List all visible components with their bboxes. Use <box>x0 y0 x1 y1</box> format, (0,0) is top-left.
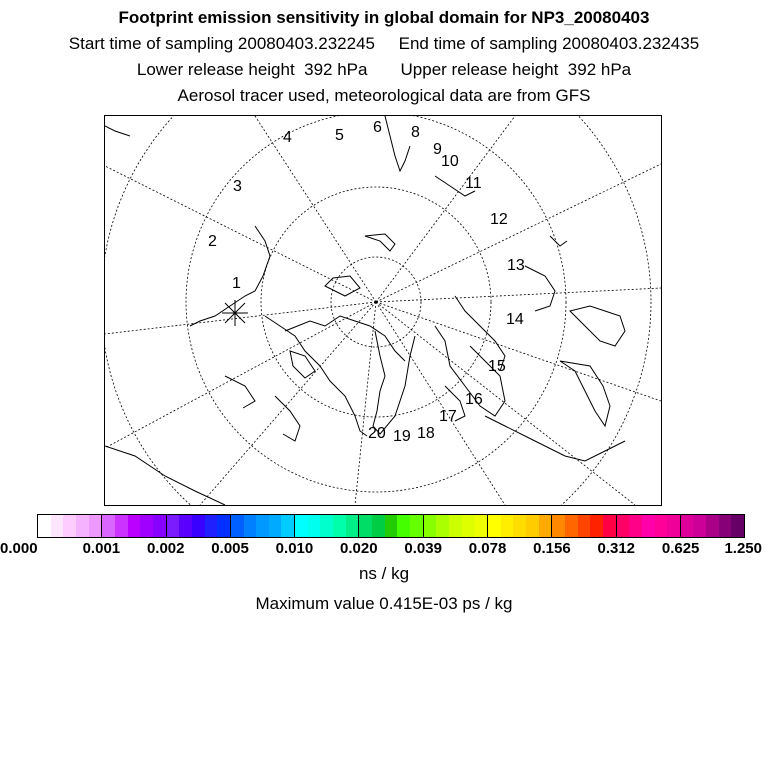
colorbar-cell <box>655 515 668 537</box>
colorbar-cell <box>153 515 167 537</box>
track-label: 13 <box>507 257 525 274</box>
track-label: 19 <box>393 428 411 445</box>
colorbar-cell <box>372 515 385 537</box>
colorbar-cell <box>526 515 539 537</box>
release-marker <box>222 300 248 326</box>
latitude-circles <box>105 116 651 505</box>
colorbar-tick-label: 0.078 <box>468 540 507 557</box>
colorbar-cell <box>539 515 553 537</box>
polar-map <box>104 115 662 506</box>
maximum-value-label: Maximum value 0.415E-03 ps / kg <box>255 594 513 613</box>
colorbar-cell <box>179 515 192 537</box>
track-label: 17 <box>439 408 457 425</box>
track-label: 16 <box>465 391 483 408</box>
colorbar-cell <box>346 515 360 537</box>
meridians <box>105 116 661 505</box>
colorbar-cell <box>617 515 630 537</box>
colorbar-cell <box>167 515 180 537</box>
track-label: 3 <box>233 178 242 195</box>
lat-circle-50 <box>105 116 651 505</box>
colorbar-tick-label: 0.312 <box>597 540 636 557</box>
colorbar-tick-label: 0.005 <box>211 540 249 557</box>
colorbar-cell <box>115 515 128 537</box>
colorbar-cell <box>217 515 231 537</box>
track-label: 14 <box>506 311 524 328</box>
colorbar-cell <box>63 515 76 537</box>
colorbar-cell <box>693 515 706 537</box>
colorbar <box>37 514 745 538</box>
tracer-info-line: Aerosol tracer used, meteorological data are from GFS <box>177 86 591 105</box>
colorbar-cell <box>436 515 449 537</box>
colorbar-tick-label: 0.625 <box>661 540 700 557</box>
colorbar-cell <box>205 515 218 537</box>
track-label: 5 <box>335 127 344 144</box>
colorbar-cell <box>629 515 642 537</box>
track-label: 8 <box>411 124 420 141</box>
colorbar-cell <box>359 515 372 537</box>
colorbar-cell <box>410 515 424 537</box>
colorbar-cell <box>320 515 333 537</box>
colorbar-cell <box>140 515 153 537</box>
track-label: 2 <box>208 233 217 250</box>
colorbar-cell <box>578 515 591 537</box>
track-label: 6 <box>373 119 382 136</box>
track-label: 9 <box>433 141 442 158</box>
colorbar-cell <box>76 515 89 537</box>
colorbar-cell <box>590 515 603 537</box>
colorbar-cell <box>38 515 51 537</box>
colorbar-cell <box>333 515 346 537</box>
colorbar-tick-label: 0.000 <box>0 540 38 557</box>
colorbar-cell <box>513 515 526 537</box>
colorbar-tick-label: 0.002 <box>146 540 185 557</box>
release-height-line: Lower release height 392 hPa Upper release height 392 hPa <box>136 60 632 79</box>
track-label: 1 <box>232 275 241 292</box>
colorbar-cell <box>501 515 514 537</box>
colorbar-cell <box>488 515 501 537</box>
colorbar-cell <box>397 515 410 537</box>
colorbar-cell <box>244 515 257 537</box>
colorbar-cell <box>642 515 655 537</box>
colorbar-cell <box>706 515 719 537</box>
colorbar-tick-label: 0.020 <box>340 540 378 557</box>
plot-title: Footprint emission sensitivity in global domain for NP3_20080403 <box>118 8 650 27</box>
colorbar-cell <box>231 515 244 537</box>
track-label: 4 <box>283 129 292 146</box>
colorbar-cell <box>102 515 115 537</box>
colorbar-cell <box>424 515 437 537</box>
track-label: 20 <box>368 425 386 442</box>
sampling-time-line: Start time of sampling 20080403.232245 End time of sampling 20080403.232435 <box>68 34 700 53</box>
track-label: 18 <box>417 425 435 442</box>
colorbar-cell <box>552 515 565 537</box>
colorbar-cell <box>295 515 308 537</box>
colorbar-cell <box>719 515 732 537</box>
map-canvas <box>105 116 661 505</box>
colorbar-cell <box>385 515 398 537</box>
track-label: 12 <box>490 211 508 228</box>
colorbar-cell <box>474 515 488 537</box>
track-label: 11 <box>465 175 482 192</box>
colorbar-tick-label: 0.010 <box>275 540 314 557</box>
units-label: ns / kg <box>358 564 410 583</box>
colorbar-cell <box>281 515 295 537</box>
colorbar-cell <box>256 515 269 537</box>
colorbar-cell <box>603 515 617 537</box>
colorbar-tick-labels <box>0 540 768 560</box>
colorbar-cell <box>128 515 141 537</box>
colorbar-cell <box>731 515 744 537</box>
colorbar-tick-label: 1.250 <box>724 540 762 557</box>
colorbar-cell <box>269 515 282 537</box>
colorbar-cell <box>192 515 205 537</box>
colorbar-cell <box>667 515 681 537</box>
track-labels <box>208 119 525 445</box>
colorbar-tick-label: 0.156 <box>533 540 571 557</box>
track-label: 15 <box>488 358 506 375</box>
colorbar-cell <box>51 515 64 537</box>
coastlines <box>105 116 625 505</box>
colorbar-cell <box>449 515 462 537</box>
colorbar-cell <box>681 515 694 537</box>
colorbar-cell <box>462 515 475 537</box>
track-label: 10 <box>441 153 459 170</box>
colorbar-tick-label: 0.039 <box>404 540 442 557</box>
colorbar-cell <box>308 515 321 537</box>
colorbar-cell <box>89 515 103 537</box>
colorbar-tick-label: 0.001 <box>82 540 121 557</box>
colorbar-cell <box>565 515 578 537</box>
